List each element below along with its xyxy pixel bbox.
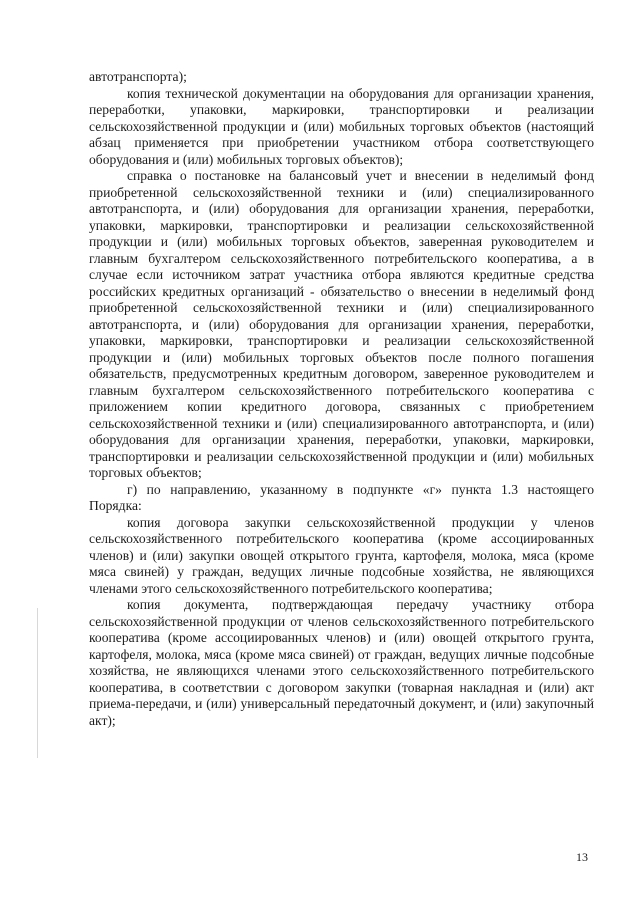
- page-number: 13: [576, 850, 588, 864]
- paragraph-balance-certificate: справка о постановке на балансовый учет и внесении в неделимый фонд приобретенной сельскохозяйственной техники и (или) специализированного автотранспорта, и (или) оборудования для организации хранения, переработки, упаковки, маркировки, транспортировки и реализации сельскохозяйственной продукции и (или) мобильных торговых объектов, заверенная руководителем и главным бухгалтером сельскохозяйственного потребительского кооператива, а в случае если источником затрат участника отбора являются кредитные средства российских кредитных организаций - обязательство о внесении в неделимый фонд приобретенной сельскохозяйственной техники и (или) специализированного автотранспорта, и (или) оборудования для организации хранения, переработки, упаковки, маркировки, транспортировки и реализации сельскохозяйственной продукции и (или) мобильных торговых объектов после полного погашения обязательств, предусмотренных кредитным договором, заверенное руководителем и главным бухгалтером сельскохозяйственного потребительского кооператива с приложением копии кредитного договора, связанных с приобретением сельскохозяйственной техники и (или) специализированного автотранспорта, и (или) оборудования для организации хранения, переработки, упаковки, маркировки, транспортировки и реализации сельскохозяйственной продукции и (или) мобильных торговых объектов;: [89, 168, 594, 480]
- paragraph-purchase-contract: копия договора закупки сельскохозяйственной продукции у членов сельскохозяйственного потребительского кооператива (кроме ассоциированных членов) и (или) закупки овощей открытого грунта, картофеля, молока, мяса (кроме мяса свиней) у граждан, ведущих личные подсобные хозяйства, не являющихся членами этого сельскохозяйственного потребительского кооператива;: [89, 514, 594, 596]
- scan-margin-mark: [37, 608, 38, 758]
- paragraph-continuation: автотранспорта);: [89, 69, 187, 84]
- paragraph-technical-docs: копия технической документации на оборудования для организации хранения, переработки, упаковки, маркировки, транспортировки и реализации сельскохозяйственной продукции и (или) мобильных торговых объектов (настоящий абзац применяется при приобретении участником отбора соответствующего оборудования и (или) мобильных торговых объектов);: [89, 85, 594, 167]
- document-body: [89, 69, 594, 729]
- paragraph-transfer-document: копия документа, подтверждающая передачу участнику отбора сельскохозяйственной продукции от членов сельскохозяйственного потребительского кооператива (кроме ассоциированных членов) и (или) овощей открытого грунта, картофеля, молока, мяса (кроме мяса свиней) от граждан, ведущих личные подсобные хозяйства, не являющихся членами этого сельскохозяйственного потребительского кооператива, в соответствии с договором закупки (товарная накладная и (или) акт приема-передачи, и (или) универсальный передаточный документ, и (или) закупочный акт);: [89, 597, 594, 728]
- paragraph-subclause-g: г) по направлению, указанному в подпункте «г» пункта 1.3 настоящего Порядка:: [89, 481, 594, 513]
